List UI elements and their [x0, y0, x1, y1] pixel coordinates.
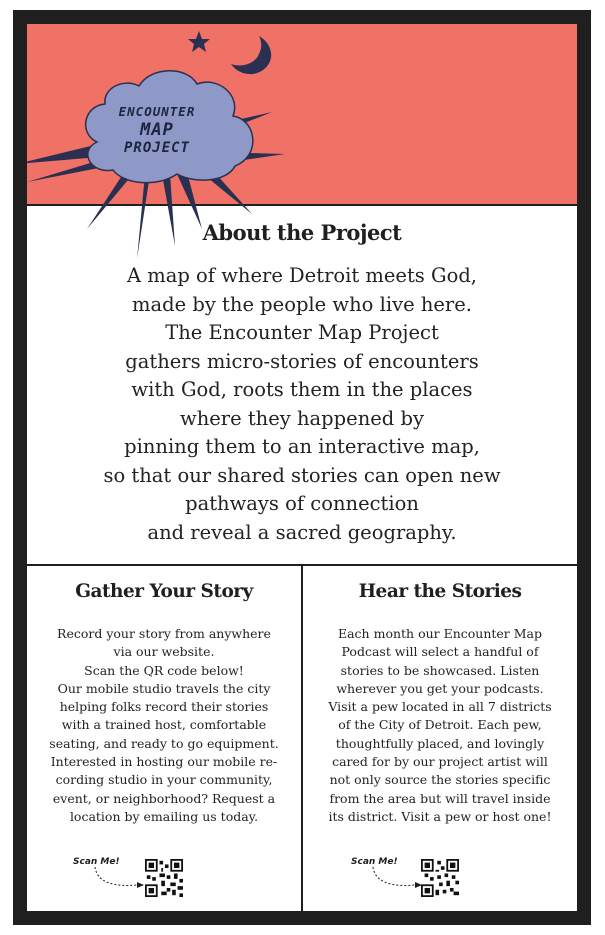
moon-icon — [231, 36, 271, 74]
hear-title: Hear the Stories — [358, 581, 522, 602]
hear-line: thoughtfully placed, and lovingly — [335, 735, 545, 751]
hear-line: Each month our Encounter Map — [337, 626, 543, 641]
hear-line: stories to be showcased. Listen — [340, 662, 540, 678]
hear-body — [313, 625, 567, 826]
about-line: so that our shared stories can open new — [103, 463, 501, 487]
hear-line: Podcast will select a handful of — [341, 644, 539, 660]
about-line: made by the people who live here. — [132, 292, 472, 316]
gather-section — [27, 565, 301, 911]
hear-line: its district. Visit a pew or host one! — [328, 808, 552, 824]
gather-line: with a trained host, comfortable — [61, 717, 267, 733]
qr-code-icon[interactable] — [145, 859, 183, 897]
poster-frame — [13, 10, 591, 925]
about-line: where they happened by — [180, 406, 424, 430]
dotted-arrow-icon — [369, 865, 425, 891]
gather-line: Record your story from anywhere — [57, 626, 271, 641]
logo-line-2: MAP — [140, 120, 174, 140]
about-title: About the Project — [202, 220, 402, 245]
scan-me-label: Scan Me! — [351, 857, 398, 867]
gather-line: Our mobile studio travels the city — [57, 680, 271, 696]
hear-line: cared for by our project artist will — [332, 754, 548, 770]
hear-section — [303, 565, 577, 911]
logo-line-1: ENCOUNTER — [118, 104, 196, 119]
about-line: with God, roots them in the places — [131, 378, 473, 401]
hear-line: wherever you get your podcasts. — [336, 680, 544, 696]
gather-body — [37, 625, 291, 826]
scan-me-label: Scan Me! — [73, 857, 120, 867]
gather-line: Interested in hosting our mobile re- — [50, 754, 278, 770]
about-line: and reveal a sacred geography. — [147, 520, 457, 544]
about-line: The Encounter Map Project — [165, 321, 439, 344]
about-line: gathers micro-stories of encounters — [125, 349, 479, 373]
gather-line: Scan the QR code below! — [84, 662, 244, 678]
hear-line: from the area but will travel inside — [329, 790, 551, 806]
poster — [27, 24, 577, 911]
about-body — [67, 262, 537, 547]
gather-line: seating, and ready to go equipment. — [49, 735, 279, 751]
gather-line: location by emailing us today. — [69, 808, 259, 824]
dotted-arrow-icon — [91, 865, 147, 891]
star-icon — [188, 31, 210, 52]
hear-line: of the City of Detroit. Each pew, — [338, 717, 542, 733]
gather-line: via our website. — [113, 644, 215, 660]
gather-title: Gather Your Story — [75, 581, 253, 602]
logo-line-3: PROJECT — [123, 140, 190, 156]
about-line: pathways of connection — [185, 492, 419, 515]
qr-code-icon[interactable] — [421, 859, 459, 897]
about-line: A map of where Detroit meets God, — [126, 264, 478, 287]
hear-line: not only source the stories specific — [329, 772, 551, 788]
gather-line: event, or neighborhood? Request a — [52, 790, 276, 806]
about-line: pinning them to an interactive map, — [124, 435, 480, 458]
gather-line: cording studio in your community, — [55, 772, 273, 788]
gather-line: helping folks record their stories — [59, 699, 269, 715]
hear-line: Visit a pew located in all 7 districts — [328, 699, 552, 715]
